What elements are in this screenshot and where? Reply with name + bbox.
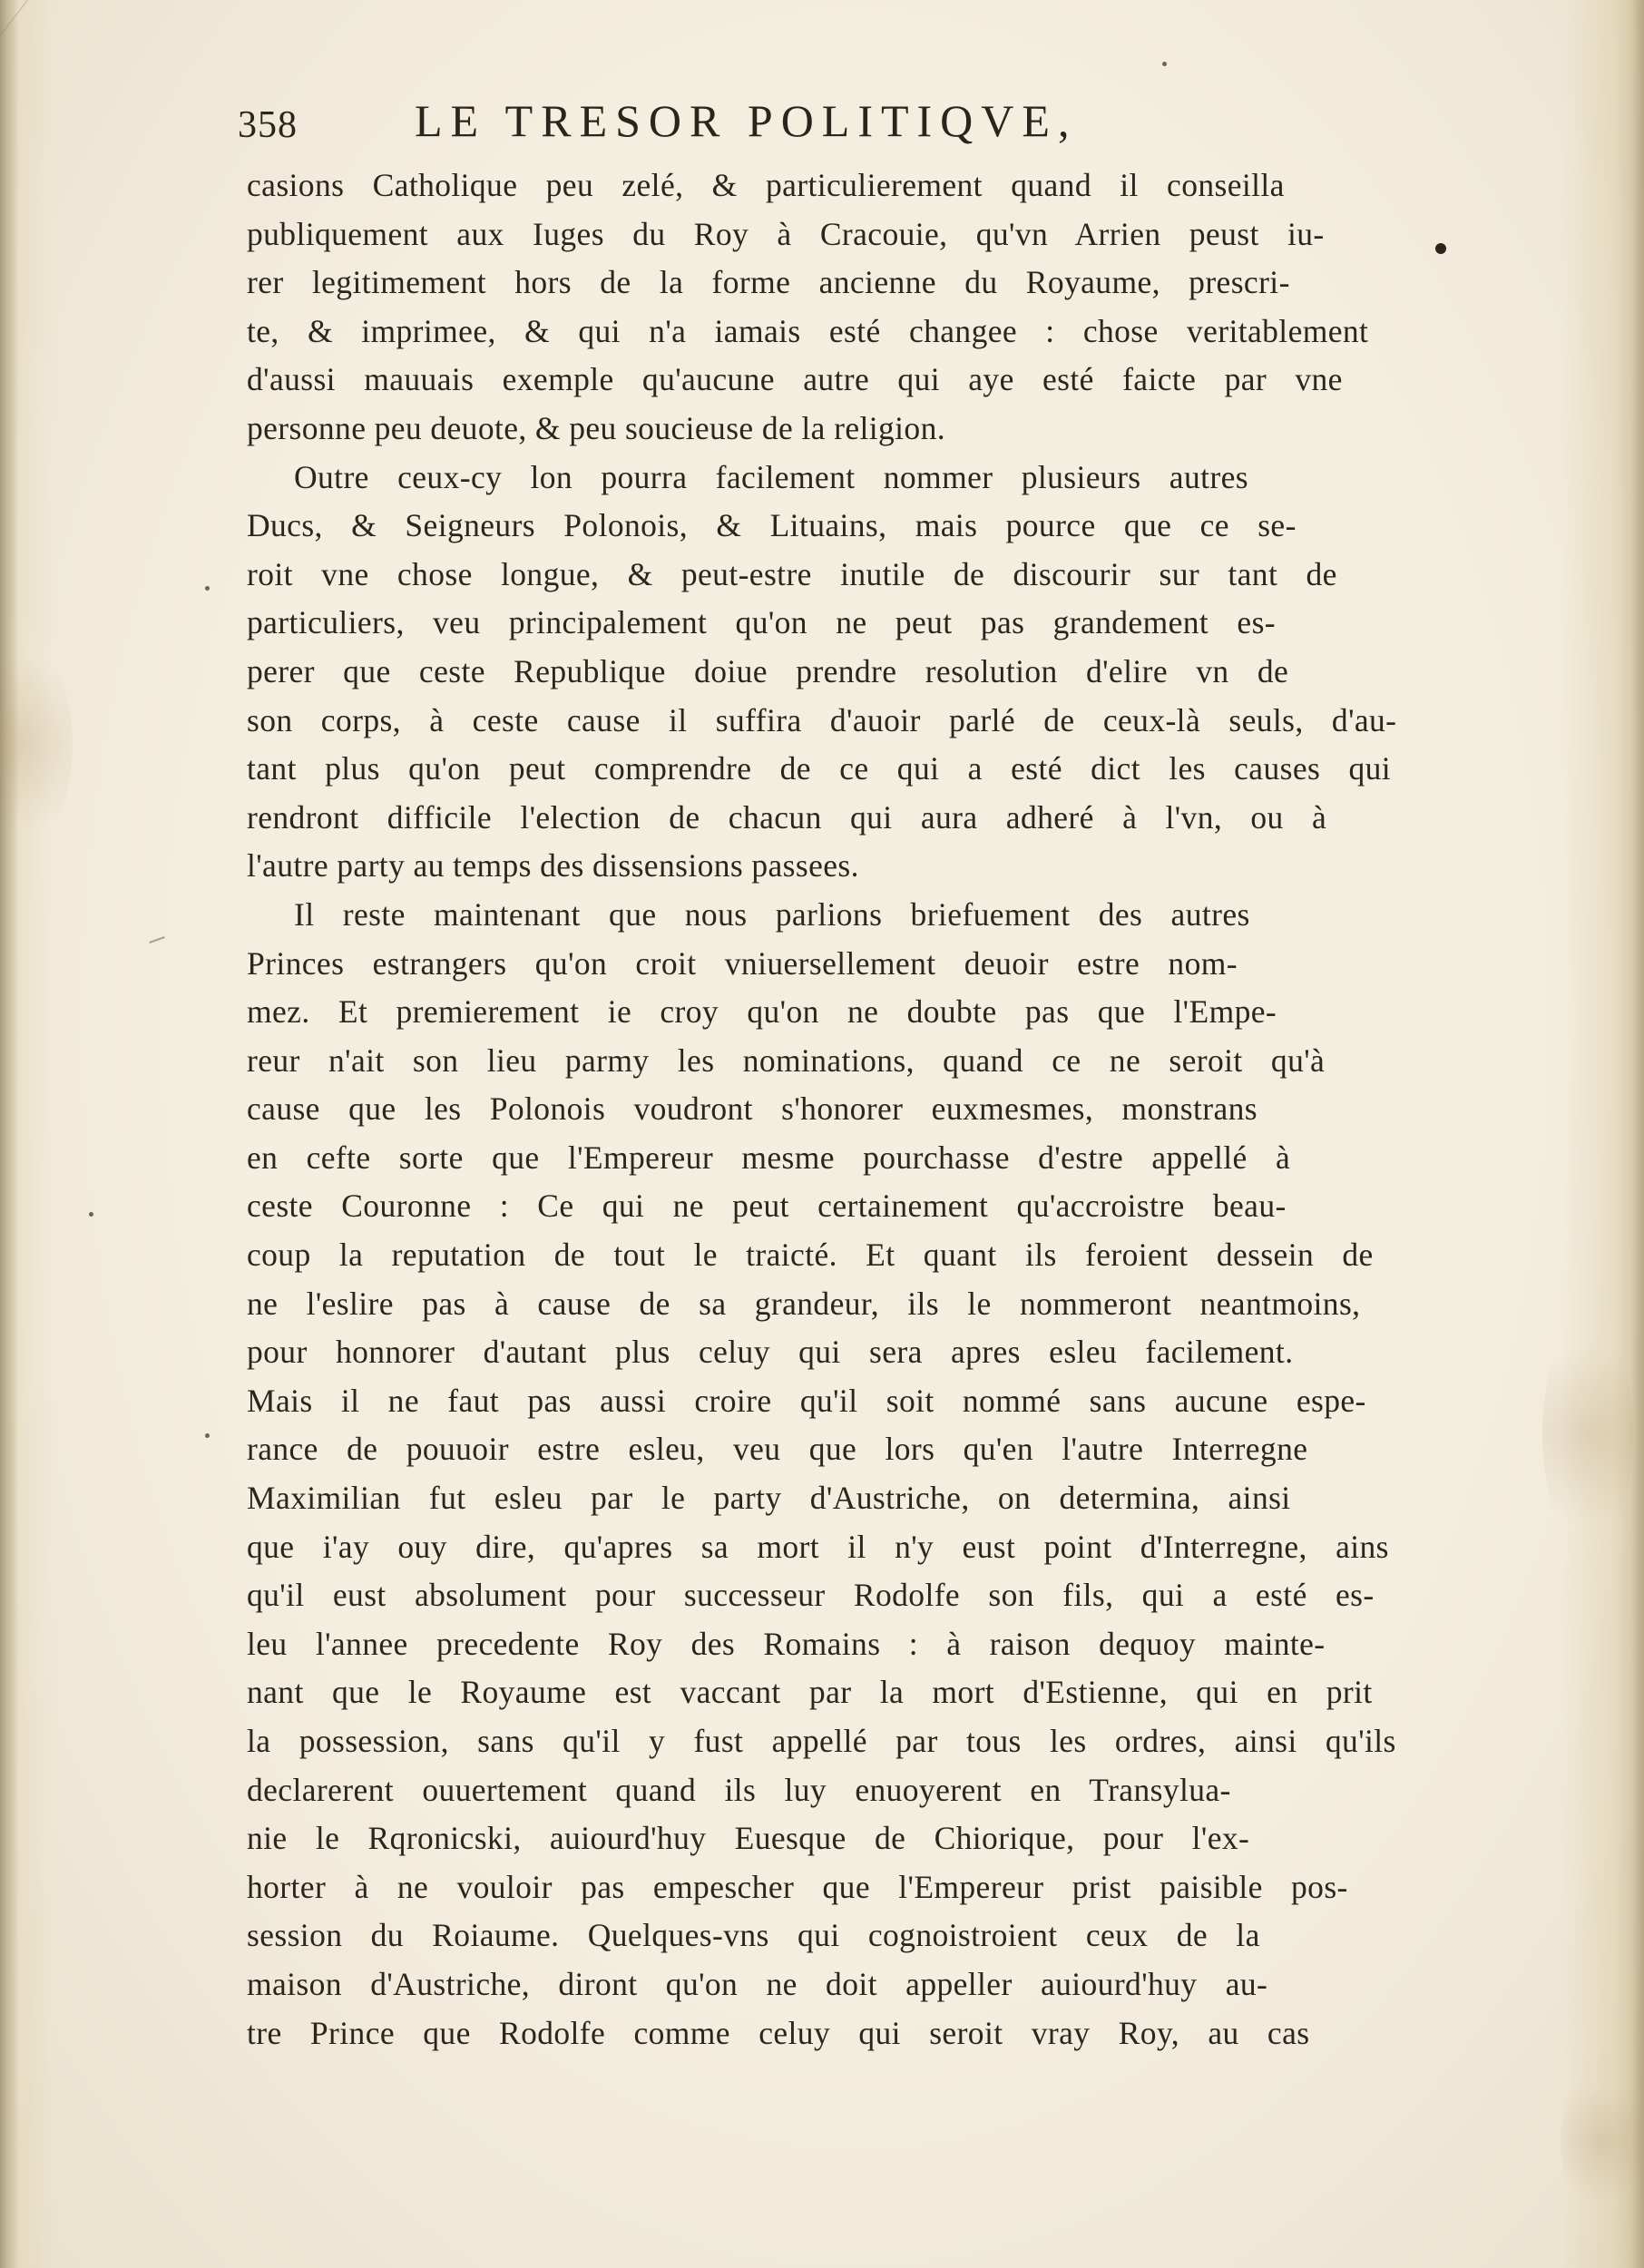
text-line: coup la reputation de tout le traicté. Et quant ils feroient dessein de: [247, 1237, 1374, 1274]
ink-dot: [205, 1433, 210, 1438]
page-edge-shadow: [1631, 0, 1644, 2268]
gutter-shadow: [0, 0, 18, 2268]
text-line: tre Prince que Rodolfe comme celuy qui seroit vray Roy, au cas: [247, 2014, 1310, 2051]
ink-dot: [1435, 243, 1446, 254]
text-line: mez. Et premierement ie croy qu'on ne doubte pas que l'Empe-: [247, 993, 1277, 1031]
margin-mark: [149, 936, 165, 943]
text-line: cause que les Polonois voudront s'honorer euxmesmes, monstrans: [247, 1090, 1257, 1128]
ink-dot: [89, 1212, 93, 1217]
text-line: nant que le Royaume est vaccant par la mort d'Estienne, qui en prit: [247, 1674, 1373, 1711]
text-line: horter à ne vouloir pas empescher que l'Empereur prist paisible pos-: [247, 1868, 1348, 1905]
text-line: Il reste maintenant que nous parlions briefuement des autres: [294, 895, 1250, 933]
text-line: pour honnorer d'autant plus celuy qui sera apres esleu facilement.: [247, 1334, 1294, 1371]
text-line: rer legitimement hors de la forme ancienne du Royaume, prescri-: [247, 264, 1290, 301]
text-line: ceste Couronne : Ce qui ne peut certainement qu'accroistre beau-: [247, 1188, 1287, 1225]
text-line: nie le Rqronicski, auiourd'huy Euesque de Chiorique, pour l'ex-: [247, 1820, 1250, 1857]
page-header: [238, 94, 1408, 161]
margin-stain: [1542, 1315, 1633, 1551]
text-line: ne l'eslire pas à cause de sa grandeur, ils le nommeront neantmoins,: [247, 1285, 1361, 1322]
text-line: l'autre party au temps des dissensions passees.: [247, 847, 859, 885]
ink-dot: [1162, 62, 1167, 66]
text-line: maison d'Austriche, diront qu'on ne doit appeller auiourd'huy au-: [247, 1965, 1268, 2002]
text-line: tant plus qu'on peut comprendre de ce qui a esté dict les causes qui: [247, 750, 1392, 787]
text-line: en cefte sorte que l'Empereur mesme pourchasse d'estre appellé à: [247, 1139, 1291, 1176]
text-line: Mais il ne faut pas aussi croire qu'il soit nommé sans aucune espe-: [247, 1382, 1366, 1419]
text-line: personne peu deuote, & peu soucieuse de la religion.: [247, 409, 946, 446]
text-line: session du Roiaume. Quelques-vns qui cognoistroient ceux de la: [247, 1917, 1260, 1954]
margin-stain: [0, 635, 73, 853]
body-text: [247, 161, 1415, 2058]
text-line: leu l'annee precedente Roy des Romains : à raison dequoy mainte-: [247, 1625, 1326, 1662]
page-number: 358: [238, 104, 298, 146]
text-line: roit vne chose longue, & peut-estre inutile de discourir sur tant de: [247, 555, 1337, 592]
text-line: Ducs, & Seigneurs Polonois, & Lituains, mais pource que ce se-: [247, 507, 1297, 544]
text-line: publiquement aux Iuges du Roy à Cracouie, qu'vn Arrien peust iu-: [247, 215, 1325, 252]
text-line: Maximilian fut esleu par le party d'Austriche, on determina, ainsi: [247, 1480, 1291, 1517]
text-line: son corps, à ceste cause il suffira d'auoir parlé de ceux-là seuls, d'au-: [247, 701, 1397, 738]
text-line: particuliers, veu principalement qu'on ne peut pas grandement es-: [247, 604, 1277, 641]
margin-stain: [1561, 2068, 1642, 2214]
running-title: LE TRESOR POLITIQVE,: [415, 95, 1078, 146]
text-line: d'aussi mauuais exemple qu'aucune autre qui aye esté faicte par vne: [247, 361, 1343, 398]
text-line: te, & imprimee, & qui n'a iamais esté changee : chose veritablement: [247, 312, 1369, 349]
text-line: qu'il eust absolument pour successeur Rodolfe son fils, qui a esté es-: [247, 1577, 1375, 1614]
text-line: perer que ceste Republique doiue prendre resolution d'elire vn de: [247, 652, 1289, 689]
ink-dot: [205, 586, 210, 591]
text-line: casions Catholique peu zelé, & particulierement quand il conseilla: [247, 167, 1285, 203]
text-line: declarerent ouuertement quand ils luy enuoyerent en Transylua-: [247, 1771, 1231, 1808]
text-line: Outre ceux-cy lon pourra facilement nommer plusieurs autres: [294, 458, 1248, 495]
text-line: Princes estrangers qu'on croit vniuersellement deuoir estre nom-: [247, 944, 1238, 982]
corner-crease: [0, 0, 164, 242]
text-line: que i'ay ouy dire, qu'apres sa mort il n'y eust point d'Interregne, ains: [247, 1528, 1389, 1565]
text-line: reur n'ait son lieu parmy les nominations, quand ce ne seroit qu'à: [247, 1041, 1326, 1079]
text-line: la possession, sans qu'il y fust appellé par tous les ordres, ainsi qu'ils: [247, 1723, 1396, 1759]
text-line: rance de pouuoir estre esleu, veu que lors qu'en l'autre Interregne: [247, 1431, 1308, 1468]
text-line: rendront difficile l'election de chacun qui aura adheré à l'vn, ou à: [247, 798, 1327, 836]
